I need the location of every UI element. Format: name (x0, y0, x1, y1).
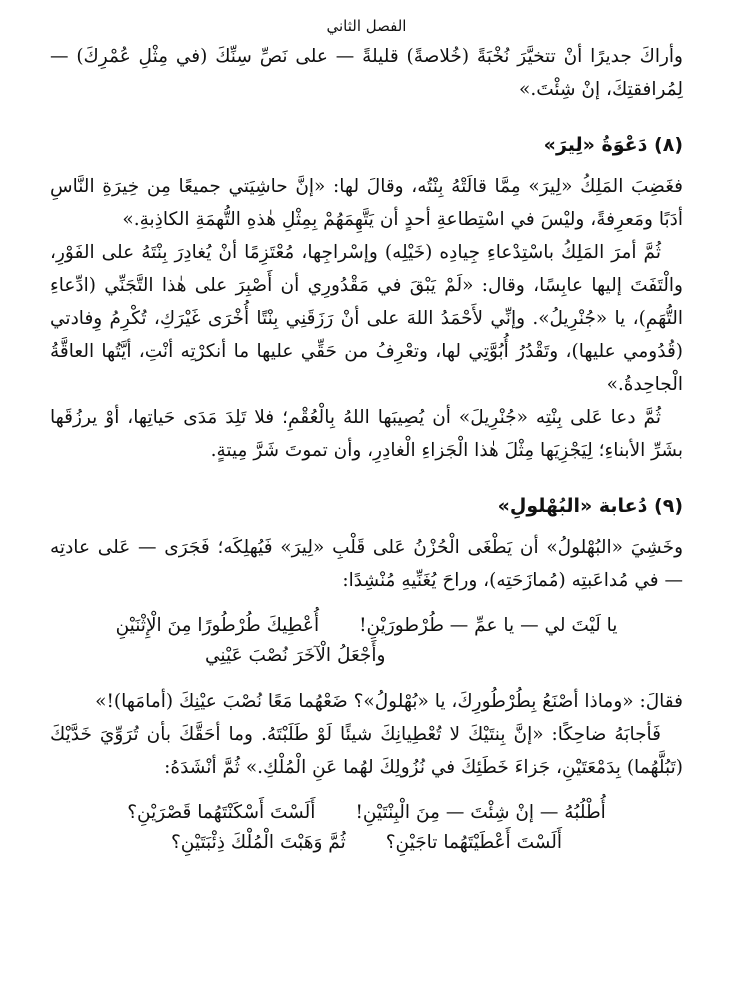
verse-hemistich: أَلَسْتَ أَعْطَيْتَهُما تاجَيْنِ؟ (385, 832, 563, 853)
paragraph: فَأجابَهُ ضاحِكًا: «إنَّ بِنتَيْكَ لا تُعْطِيانِكَ شيئًا لَوْ طَلَبْتَهُ. وما أحَقَّكَ بأن تُرَوِّيَ خَدَّيْكَ (تَبُلَّهُما) بِدَمْعَتَيْنِ، جَزاءَ خَطَئِكَ في نُزُولِكَ لهُما عَنِ الْمُلْكِ.» ثُمَّ أنْشَدَهُ: (50, 724, 683, 778)
verse-hemistich: ثُمَّ وَهَبْتَ الْمُلْكَ ذِئْبَتَيْنِ؟ (170, 832, 346, 853)
verse-hemistich: وأَجْعَلُ الْآخَرَ نُصْبَ عَيْنِي (205, 645, 386, 666)
verse-hemistich: أُطْلُبُهُ — إنْ شِئْتَ — مِنَ الْبِنْتَيْنِ! (355, 802, 606, 823)
verse-block-2 (50, 798, 683, 858)
verse-hemistich: يا لَيْتَ لي — يا عمِّ — طُرْطورَيْنِ! (359, 615, 618, 636)
verse-line (50, 641, 683, 671)
paragraph: ثُمَّ أمرَ المَلِكُ باسْتِدْعاءِ جِيادِه (خَيْلِه) وإسْراجِها، مُعْتَزِمًا أنْ يُغادِرَ بِنْتَهُ على الفَوْرِ، والْتَفَتَ إليها عابِسًا، وقال: «لَمْ يَبْقَ في مَقْدُورِي أن أَصْبِرَ على هٰذا التَّجَنِّي (ادِّعاءِ التُّهَمِ)، يا «جُنْرِيلُ». وإنِّي لأَحْمَدُ اللهَ على أنْ رَزَقَنِي بِنْتًا أُخْرَى غَيْرَكِ، تُكْرِمُ وِفادتي (قُدُومي عليها)، وتَقْدُرُ أُبُوَّتِي لها، وتعْرِفُ من حَقِّي عليها ما أنكرْتِه أنْتِ، أيَّتُها العاقَّةُ الْجاحِدةُ.» (50, 242, 683, 395)
chapter-running-head: الفصل الثاني (326, 17, 407, 35)
paragraph-continuation: وأراكَ جديرًا أنْ تتخيَّرَ نُخْبَةً (خُلاصةً) قليلةً — على نَصِّ سِنِّكَ (في مِثْلِ عُمْرِكَ) — لِمُرافقتِكَ، إنْ شِئْتَ.» (50, 46, 683, 100)
paragraph: ثُمَّ دعا عَلى بِنْتِه «جُنْرِيلَ» أن يُصِيبَها اللهُ بِالْعُقْمِ؛ فلا تَلِدَ مَدَى حَياتِها، أوْ يرزُقَها بشَرِّ الأبناءِ؛ لِيَجْزِيَها مِثْلَ هٰذا الْجَزاءِ الْغادِرِ، وأن تموتَ شَرَّ مِيتةٍ. (50, 407, 683, 461)
section-heading-9: (٩) دُعابة «البُهْلولِ» (497, 495, 683, 517)
paragraph: فغَضِبَ المَلِكُ «لِيرَ» مِمَّا قالَتْهُ بِنْتُه، وقالَ لها: «إنَّ حاشِيَتي جميعًا مِن خِيرَةِ النَّاسِ أدَبًا ومَعرِفةً، وليْسَ في اسْتِطاعةِ أحدٍ أن يَتَّهِمَهُمْ بِمِثْلِ هٰذهِ التُّهمَةِ الكاذِبةِ.» (50, 176, 683, 230)
verse-line (50, 798, 683, 828)
verse-hemistich: أُعْطِيكَ طُرْطُورًا مِنَ الْإِثْنَيْنِ (115, 615, 320, 636)
verse-block-1 (50, 611, 683, 671)
paragraph: وخَشِيَ «البُهْلولُ» أن يَطْغَى الْحُزْنُ عَلى قَلْبِ «لِيرَ» فَيُهلِكَه؛ فَجَرَى — عَلى عادتِه — في مُداعَبتِه (مُمازَحَتِه)، وراحَ يُغَنِّيهِ مُنْشِدًا: (50, 537, 683, 591)
verse-line (50, 611, 683, 641)
verse-hemistich: أَلَسْتَ أَسْكَنْتَهُما قَصْرَيْنِ؟ (127, 802, 316, 823)
paragraph: فقالَ: «وماذا أصْنَعُ بِطُرْطُورِكَ، يا «بُهْلولُ»؟ ضَعْهُما مَعًا نُصْبَ عيْنِكَ (أمامَها)!» (95, 691, 683, 712)
verse-line (50, 828, 683, 858)
section-heading-8: (٨) دَعْوَةُ «لِيرَ» (543, 134, 683, 156)
